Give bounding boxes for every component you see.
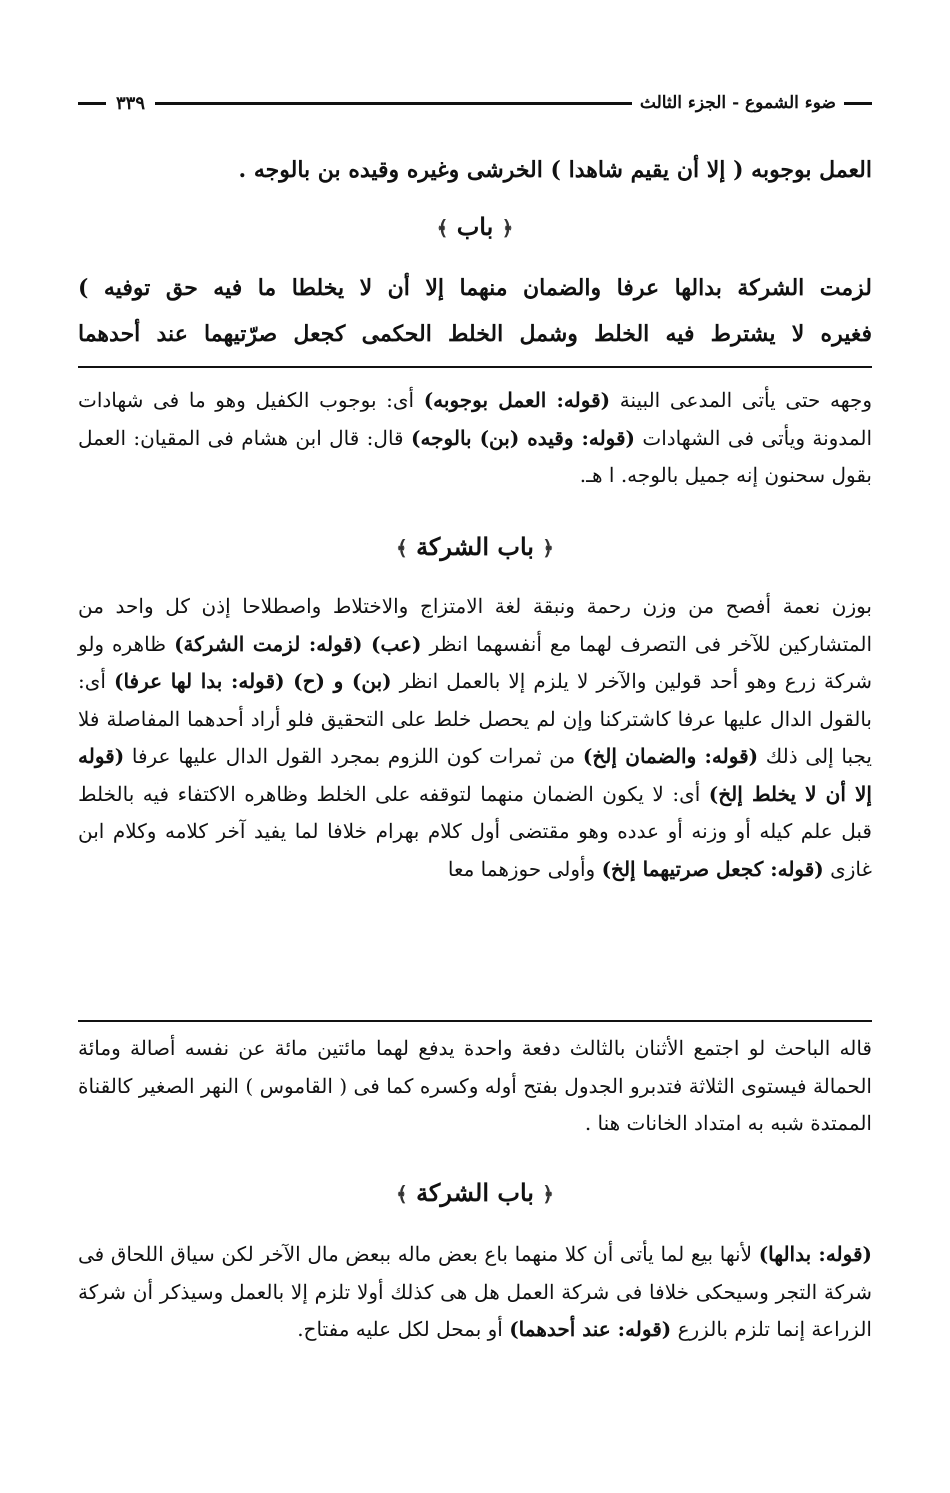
commentary2-span-5: أى: لا يكون الضمان منهما لتوقفه على الخلط وظاهره الاكتفاء فيه بالخلط قبل علم كيله أو وزنه أو عدده وهو مقتضى أول كلام بهرام خلافا لما يفيد آخر كلامه وكلام ابن غازى xyxy=(78,781,872,881)
main-text-line-3 xyxy=(78,312,872,356)
footnote-separator xyxy=(78,1020,872,1022)
main-line-2-text: لزمت الشركة بدالها عرفا والضمان منهما إلا أن لا يخلطا ما فيه حق توفيه ) xyxy=(78,275,872,301)
heading-bab-text: باب xyxy=(456,212,494,241)
footnote2-quote-1: (قوله: بدالها) xyxy=(758,1242,872,1266)
footnote1-text: قاله الباحث لو اجتمع الأثنان بالثالث دفعة واحدة يدفع لهما مائتين مائة عن نفسه أصالة ومائة الحمالة فيستوى الثلاثة فتدبرو الجدول بفتح أوله وكسره كما فى ( القاموس ) النهر الصغير كالقناة الممتدة شبه به امتداد الخانات هنا . xyxy=(78,1036,872,1135)
footnote-paragraph-1 xyxy=(78,1030,872,1143)
header-rule xyxy=(155,102,632,105)
section-heading-sharika-2 xyxy=(0,1178,950,1207)
footnote-paragraph-2 xyxy=(78,1236,872,1349)
commentary2-quote-5: (قوله: كجعل صرتيهما إلخ) xyxy=(601,856,824,881)
commentary2-span-3: أى: بالقول الدال عليها عرفا كاشتركنا وإن لم يحصل خلط على التحقيق فلو أراد أحدهما المفاصلة فلا يجبا إلى ذلك xyxy=(78,669,872,768)
main-text-line-2 xyxy=(78,266,872,310)
running-title: ضوء الشموع - الجزء الثالث xyxy=(639,93,836,113)
page-number: ٣٣٩ xyxy=(116,92,146,114)
ornament-open-icon: ﴿ xyxy=(542,1182,555,1206)
heading-sharika-2-text: باب الشركة xyxy=(416,1178,534,1207)
commentary2-quote-2: (بن) و (ح) (قوله: بدا لها عرفا) xyxy=(113,669,392,693)
ornament-open-icon: ﴿ xyxy=(542,536,555,560)
footnote2-span-2: أو بمحل لكل عليه مفتاح. xyxy=(297,1317,510,1341)
commentary1-span-3: قال: قال ابن هشام فى المقيان: العمل بقول سحنون إنه جميل بالوجه. ا هـ. xyxy=(78,425,872,487)
commentary2-span-2: ظاهره ولو شركة زرع وهو أحد قولين والآخر لا يلزم إلا بالعمل انظر xyxy=(78,631,873,693)
commentary1-quote-2: (قوله: وقيده (بن) بالوجه) xyxy=(410,425,636,450)
ornament-close-icon: ﴾ xyxy=(436,216,449,240)
section-heading-sharika xyxy=(0,532,950,561)
commentary1-span-2: أى: بوجوب الكفيل وهو ما فى شهادات المدونة ويأتى فى الشهادات xyxy=(78,388,873,450)
commentary2-quote-1: (عب) (قوله: لزمت الشركة) xyxy=(174,631,422,656)
footnote2-quote-2: (قوله: عند أحدهما) xyxy=(509,1317,672,1341)
main-text-separator xyxy=(78,366,872,368)
commentary-paragraph-2 xyxy=(78,588,872,888)
commentary-paragraph-1 xyxy=(78,382,872,495)
header-dash-end xyxy=(78,102,106,105)
heading-sharika-text: باب الشركة xyxy=(416,532,534,561)
main-text-line-1 xyxy=(78,148,872,192)
ornament-close-icon: ﴾ xyxy=(395,1182,408,1206)
commentary2-quote-4: (قوله إلا أن لا يخلط إلخ) xyxy=(78,744,872,806)
commentary2-quote-3: (قوله: والضمان إلخ) xyxy=(582,744,759,768)
running-header xyxy=(78,88,872,118)
main-line-3-text: فغيره لا يشترط فيه الخلط وشمل الخلط الحكمى كجعل صرّتيهما عند أحدهما xyxy=(78,321,872,347)
footnote2-span-1: لأنها بيع لما يأتى أن كلا منهما باع بعض ماله ببعض مال الآخر لكن سياق اللحاق فى شركة التجر وسيحكى خلافا فى شركة العمل هل هى كذلك أولا تلزم إلا بالعمل وسيذكر أن شركة الزراعة إنما تلزم بالزرع xyxy=(78,1242,872,1341)
commentary2-span-1: بوزن نعمة أفصح من وزن رحمة ونبقة لغة الامتزاج والاختلاط واصطلاحا إذن كل واحد من المتشاركين للآخر فى التصرف لهما مع أنفسهما انظر xyxy=(78,594,873,656)
commentary1-quote-1: (قوله: العمل بوجوبه) xyxy=(423,388,611,412)
section-heading-bab xyxy=(0,212,950,241)
ornament-close-icon: ﴾ xyxy=(395,536,408,560)
commentary2-span-4: من ثمرات كون اللزوم بمجرد القول الدال عليها عرفا xyxy=(124,744,583,768)
commentary1-span-1: وجهه حتى يأتى المدعى البينة xyxy=(610,388,872,412)
commentary2-span-6: وأولى حوزهما معا xyxy=(447,856,602,881)
ornament-open-icon: ﴿ xyxy=(501,216,514,240)
main-line-1-text: العمل بوجوبه ( إلا أن يقيم شاهدا ) الخرشى وغيره وقيده بن بالوجه . xyxy=(238,157,872,183)
header-dash xyxy=(844,102,872,105)
